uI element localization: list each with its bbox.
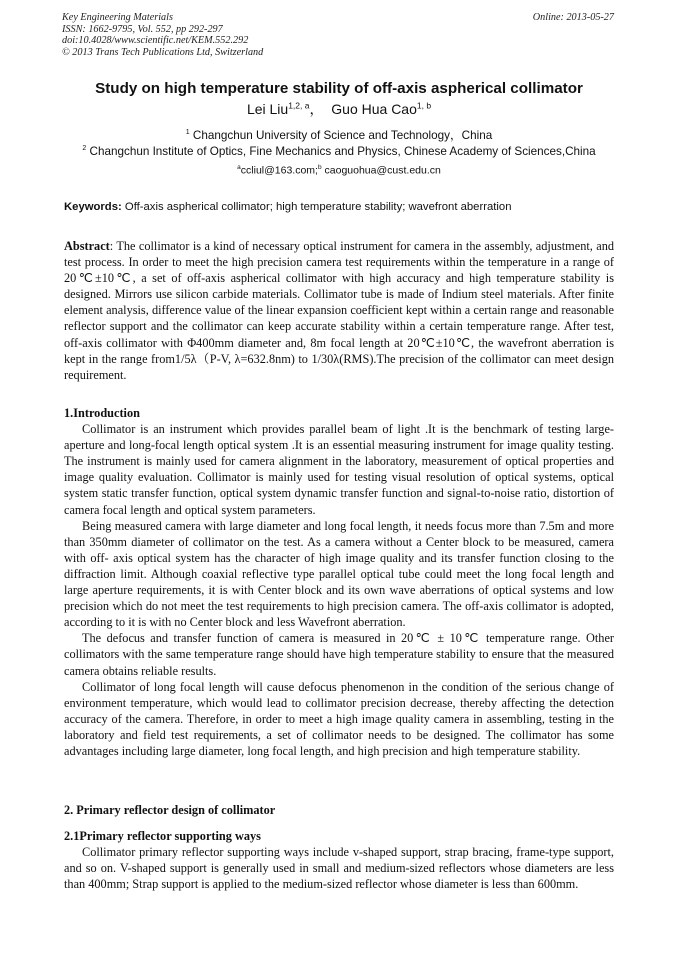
journal-header — [62, 12, 263, 58]
keywords-block — [64, 201, 511, 213]
journal-name: Key Engineering Materials — [62, 12, 173, 23]
affiliation-1 — [0, 127, 678, 143]
author-1-name: Lei Liu — [246, 101, 289, 117]
author-2-sup: 1, b — [416, 100, 432, 111]
introduction-section — [64, 405, 614, 759]
issn-line: ISSN: 1662-9795, Vol. 552, pp 292-297 — [62, 23, 223, 35]
intro-paragraph-2: Being measured camera with large diameter and long focal length, it needs focus more than 7.5m and more than 350mm diameter of collimator on the test. As a camera without a Center block to be measured, camera with off- axis optical system has the character of high image quality and its transfer function closing to the diffraction limit. Although coaxial reflective type parallel optical tube could meet the long focal length and large aperture requirements, it is with Center block and its own wave aberrations of optical systems and low precision which do not meet the test requirements to high precision camera. The off-axis collimator is adopted, according to it is with no Center block and less Wavefront aberration. — [64, 518, 614, 630]
affiliation-2 — [0, 145, 678, 158]
email-b: caoguohua@cust.edu.cn — [324, 164, 441, 177]
abstract-label: Abstract — [64, 239, 110, 253]
online-date: Online: 2013-05-27 — [532, 12, 614, 23]
affiliation-1-text: Changchun University of Science and Technology，China — [192, 129, 493, 142]
section-2-heading: 2. Primary reflector design of collimator — [64, 803, 276, 817]
author-separator: ， — [309, 101, 324, 117]
affiliation-2-text: Changchun Institute of Optics, Fine Mechanics and Physics, Chinese Academy of Sciences,China — [89, 145, 596, 158]
section-2 — [64, 802, 614, 892]
email-a: ccliul@163.com; — [240, 164, 318, 177]
intro-paragraph-1: Collimator is an instrument which provides parallel beam of light .It is the benchmark of testing large-aperture and long-focal length optical system .It is an essential measuring instrument for image quality testing. The instrument is mainly used for camera alignment in the laboratory, measurement of optical properties and image quality evaluation. Collimator is mainly used for testing visual resolution of optical systems, optical system static transfer function, optical system dynamic transfer function and signal-to-noise ratio, distortion of camera focal length and optical system parameters. — [64, 422, 614, 517]
copyright-line: © 2013 Trans Tech Publications Ltd, Switzerland — [62, 46, 264, 58]
email-b-sup: b — [317, 164, 322, 171]
abstract-block — [64, 238, 614, 383]
keywords-text: Off-axis aspherical collimator; high temperature stability; wavefront aberration — [124, 201, 512, 213]
affiliation-1-sup: 1 — [185, 129, 190, 137]
introduction-heading: 1.Introduction — [64, 406, 140, 420]
email-line — [0, 164, 678, 177]
intro-paragraph-4: Collimator of long focal length will cause defocus phenomenon in the condition of the serious change of environment temperature, which would lead to collimator precision decrease, thereby affecting the detection accuracy of the camera. Therefore, in order to meet a high image quality camera in assembling, testing in the laboratory and field test requirements, a set of collimator needs to be designed. The collimator has some advantages including large diameter, long focal length, and high precision and high temperature stability. — [64, 679, 614, 758]
email-a-sup: a — [237, 164, 241, 171]
affiliation-2-sup: 2 — [82, 145, 87, 153]
doi-line: doi:10.4028/www.scientific.net/KEM.552.292 — [62, 35, 249, 47]
author-1-sup: 1,2, a — [288, 100, 310, 111]
section-2-1-paragraph: Collimator primary reflector supporting ways include v-shaped support, strap bracing, frame-type support, and so on. V-shaped support is generally used in small and medium-sized reflectors whose diameters are less than 400mm; Strap support is applied to the medium-sized reflector whose diameter is less than 600mm. — [64, 845, 614, 892]
author-line — [0, 99, 678, 119]
intro-paragraph-3: The defocus and transfer function of camera is measured in 20℃ ± 10℃ temperature range. Other collimators with the same temperature range should have high temperature stability to ensure that the measured camera obtains reliable results. — [64, 631, 614, 678]
abstract-text: : The collimator is a kind of necessary optical instrument for camera in the assembly, adjustment, and test process. In order to meet the high precision camera test requirements within the temperature in a range of 20℃±10℃, a set of off-axis aspherical collimator with high accuracy and high temperature stability is designed. Mirrors use silicon carbide materials. Collimator tube is made of Indium steel materials. After finite element analysis, difference value of the linear expansion coefficient kept within a certain range and reasonable reflector support and the collimator can keep accurate stability within a certain temperature range. After test, off-axis collimator with Φ400mm diameter and, 8m focal length at 20℃±10℃, the wavefront aberration is kept in the range from1/5λ（P-V, λ=632.8nm) to 1/30λ(RMS).The precision of the collimator can meet design requirement. — [64, 239, 614, 382]
section-2-1-heading: 2.1Primary reflector supporting ways — [64, 829, 261, 844]
author-2-name: Guo Hua Cao — [331, 101, 417, 117]
keywords-label: Keywords: — [64, 201, 122, 213]
paper-title: Study on high temperature stability of off-axis aspherical collimator — [95, 80, 583, 97]
